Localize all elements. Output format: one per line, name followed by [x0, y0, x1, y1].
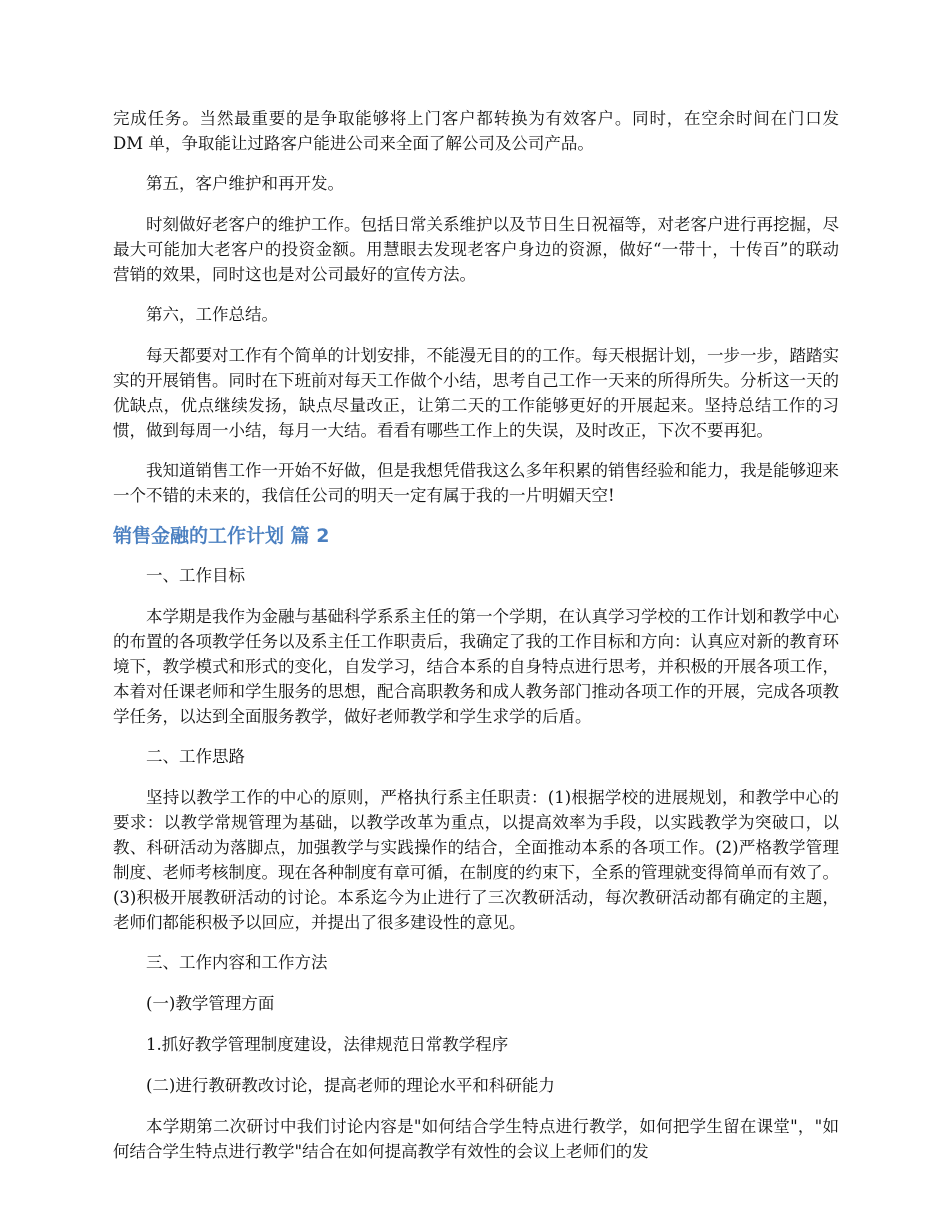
section-label-fifth: 第五，客户维护和再开发。: [146, 174, 344, 193]
subheading-work-approach: 二、工作思路: [146, 747, 245, 766]
paragraph-customer-maintenance: 时刻做好老客户的维护工作。包括日常关系维护以及节日生日祝福等，对老客户进行再挖掘，尽最大可能加大老客户的投资金额。用慧眼去发现老客户身边的资源，做好“一带十，十传百”的联动营销的效果，同时这也是对公司最好的宣传方法。: [113, 215, 839, 284]
subheading-teaching-research: (二)进行教研教改讨论，提高老师的理论水平和科研能力: [146, 1076, 555, 1095]
paragraph-work-goal: 本学期是我作为金融与基础科学系系主任的第一个学期，在认真学习学校的工作计划和教学中心的布置的各项教学任务以及系主任工作职责后，我确定了我的工作目标和方向：认真应对新的教育环境下，教学模式和形式的变化，自发学习，结合本系的自身特点进行思考，并积极的开展各项工作，本着对任课老师和学生服务的思想，配合高职教务和成人教务部门推动各项工作的开展，完成各项教学任务，以达到全面服务教学，做好老师教学和学生求学的后盾。: [113, 607, 839, 726]
paragraph-second-seminar: 本学期第二次研讨中我们讨论内容是"如何结合学生特点进行教学，如何把学生留在课堂"，"如何结合学生特点进行教学"结合在如何提高教学有效性的会议上老师们的发: [113, 1117, 839, 1161]
paragraph-work-summary: 每天都要对工作有个简单的计划安排，不能漫无目的的工作。每天根据计划，一步一步，踏踏实实的开展销售。同时在下班前对每天工作做个小结，思考自己工作一天来的所得所失。分析这一天的优缺点，优点继续发扬，缺点尽量改正，让第二天的工作能够更好的开展起来。坚持总结工作的习惯，做到每周一小结，每月一大结。看看有哪些工作上的失误，及时改正，下次不要再犯。: [113, 346, 839, 440]
document-page: [113, 106, 839, 1179]
paragraph-continuation: 完成任务。当然最重要的是争取能够将上门客户都转换为有效客户。同时，在空余时间在门口发 DM 单，争取能让过路客户能进公司来全面了解公司及公司产品。: [113, 109, 839, 153]
subheading-teaching-management: (一)教学管理方面: [146, 994, 275, 1013]
subheading-work-content: 三、工作内容和工作方法: [146, 953, 328, 972]
section-label-sixth: 第六，工作总结。: [146, 305, 278, 324]
subheading-work-goal: 一、工作目标: [146, 566, 245, 585]
section-heading: 销售金融的工作计划 篇 2: [113, 525, 330, 547]
paragraph-closing: 我知道销售工作一开始不好做，但是我想凭借我这么多年积累的销售经验和能力，我是能够迎来一个不错的未来的，我信任公司的明天一定有属于我的一片明媚天空!: [113, 461, 839, 505]
paragraph-work-approach: 坚持以教学工作的中心的原则，严格执行系主任职责：(1)根据学校的进展规划，和教学中心的要求：以教学常规管理为基础，以教学改革为重点，以提高效率为手段，以实践教学为突破口，以教、科研活动为落脚点，加强教学与实践操作的结合，全面推动本系的各项工作。(2)严格教学管理制度、老师考核制度。现在各种制度有章可循，在制度的约束下，全系的管理就变得简单而有效了。(3)积极开展教研活动的讨论。本系迄今为止进行了三次教研活动，每次教研活动都有确定的主题，老师们都能积极予以回应，并提出了很多建设性的意见。: [113, 788, 839, 932]
list-item-1: 1.抓好教学管理制度建设，法律规范日常教学程序: [146, 1035, 509, 1054]
